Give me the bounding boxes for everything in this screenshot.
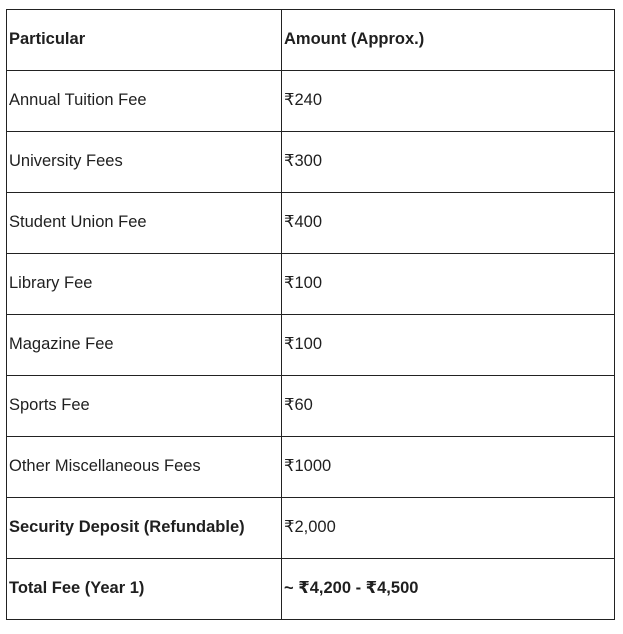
particular-cell: Other Miscellaneous Fees [7,437,282,498]
table-row [7,498,615,559]
amount-cell: ₹60 [282,376,615,437]
table-row [7,71,615,132]
amount-cell: ₹240 [282,71,615,132]
total-row [7,559,615,620]
amount-cell: ₹1000 [282,437,615,498]
table-row [7,193,615,254]
table-header-row [7,10,615,71]
header-particular: Particular [7,10,282,71]
particular-cell: Magazine Fee [7,315,282,376]
particular-cell: Student Union Fee [7,193,282,254]
amount-cell: ₹100 [282,254,615,315]
amount-cell: ₹300 [282,132,615,193]
total-label: Total Fee (Year 1) [7,559,282,620]
amount-cell: ₹2,000 [282,498,615,559]
table-row [7,315,615,376]
particular-cell: Sports Fee [7,376,282,437]
particular-cell: University Fees [7,132,282,193]
header-amount: Amount (Approx.) [282,10,615,71]
particular-cell: Security Deposit (Refundable) [7,498,282,559]
particular-cell: Annual Tuition Fee [7,71,282,132]
table-row [7,254,615,315]
fee-table [6,9,615,620]
particular-cell: Library Fee [7,254,282,315]
table-row [7,437,615,498]
table-row [7,132,615,193]
table-row [7,376,615,437]
amount-cell: ₹100 [282,315,615,376]
total-amount: ~ ₹4,200 - ₹4,500 [282,559,615,620]
amount-cell: ₹400 [282,193,615,254]
